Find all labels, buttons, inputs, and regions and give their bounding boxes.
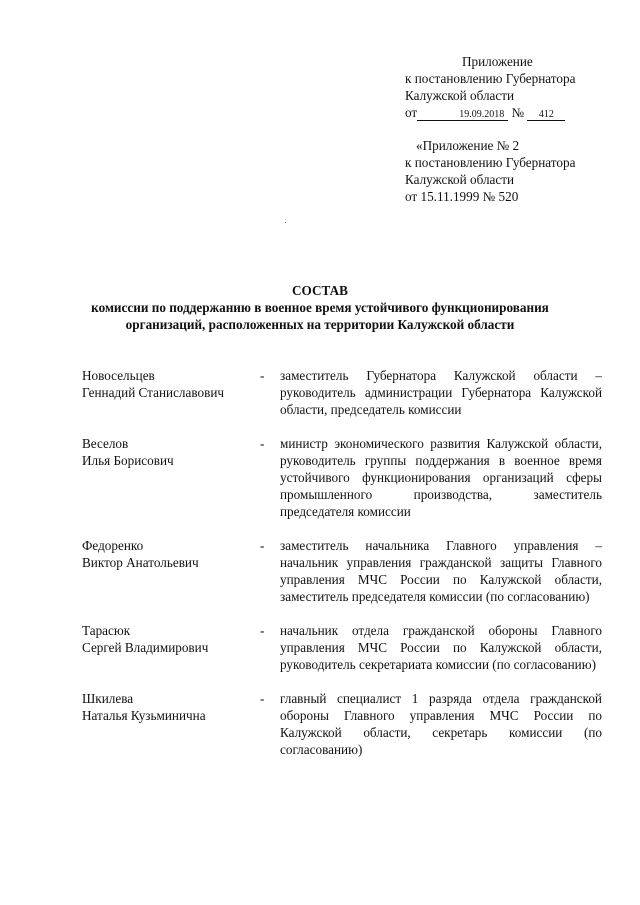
original-region-line: Калужской области [405,172,515,187]
member-row [82,435,602,520]
document-subtitle-line-1: комиссии по поддержанию в военное время устойчивого функционирования [91,300,549,315]
appendix-header [462,53,533,70]
member-dash: - [260,623,265,638]
original-decree-reference [405,154,575,205]
member-name [82,435,257,469]
member-surname: Федоренко [82,538,144,553]
number-label: № [511,105,525,120]
original-appendix [416,137,519,154]
original-appendix-title: «Приложение № 2 [416,138,520,153]
member-dash: - [260,436,265,451]
member-given-names: Виктор Анатольевич [82,555,199,570]
member-given-names: Наталья Кузьминична [82,708,206,723]
member-dash: - [260,538,265,553]
scan-speck [285,222,286,223]
member-surname: Новосельцев [82,368,155,383]
member-role: заместитель начальника Главного управления – начальник управления гражданской защиты Главного управления МЧС России по Калужской области, заместитель председателя комиссии (по согласованию) [280,538,602,604]
member-given-names: Сергей Владимирович [82,640,209,655]
member-name [82,622,257,656]
member-name [82,690,257,724]
member-name [82,537,257,571]
from-label: от [405,105,418,120]
member-row [82,622,602,673]
member-role: главный специалист 1 разряда отдела гражданской обороны Главного управления МЧС России по Калужской области, секретарь комиссии (по согласованию) [280,691,602,757]
member-row [82,537,602,605]
original-decree-line: к постановлению Губернатора [405,155,576,170]
member-role: министр экономического развития Калужской области, руководитель группы поддержания в военное время устойчивого функционирования организаций сферы промышленного производства, заместитель председателя комиссии [280,436,602,519]
appendix-title: Приложение [462,54,533,69]
decree-date: 19.09.2018 [417,109,508,121]
members-list [82,367,602,758]
decree-reference [405,70,575,121]
original-date-number-line: от 15.11.1999 № 520 [405,189,519,204]
member-given-names: Геннадий Станиславович [82,385,225,400]
decree-line: к постановлению Губернатора [405,71,576,86]
member-surname: Шкилева [82,691,134,706]
member-row [82,367,602,418]
document-heading: СОСТАВ [292,283,348,298]
member-role: заместитель Губернатора Калужской области – руководитель администрации Губернатора Калужской области, председатель комиссии [280,368,602,417]
member-name [82,367,257,401]
decree-number: 412 [527,109,565,121]
date-number-line [405,104,575,121]
document-subtitle-line-2: организаций, расположенных на территории Калужской области [125,317,515,332]
member-given-names: Илья Борисович [82,453,174,468]
member-surname: Веселов [82,436,129,451]
member-role: начальник отдела гражданской обороны Главного управления МЧС России по Калужской области, руководитель секретариата комиссии (по согласованию) [280,623,602,672]
member-surname: Тарасюк [82,623,131,638]
member-dash: - [260,368,265,383]
region-line: Калужской области [405,88,515,103]
member-row [82,690,602,758]
member-dash: - [260,691,265,706]
